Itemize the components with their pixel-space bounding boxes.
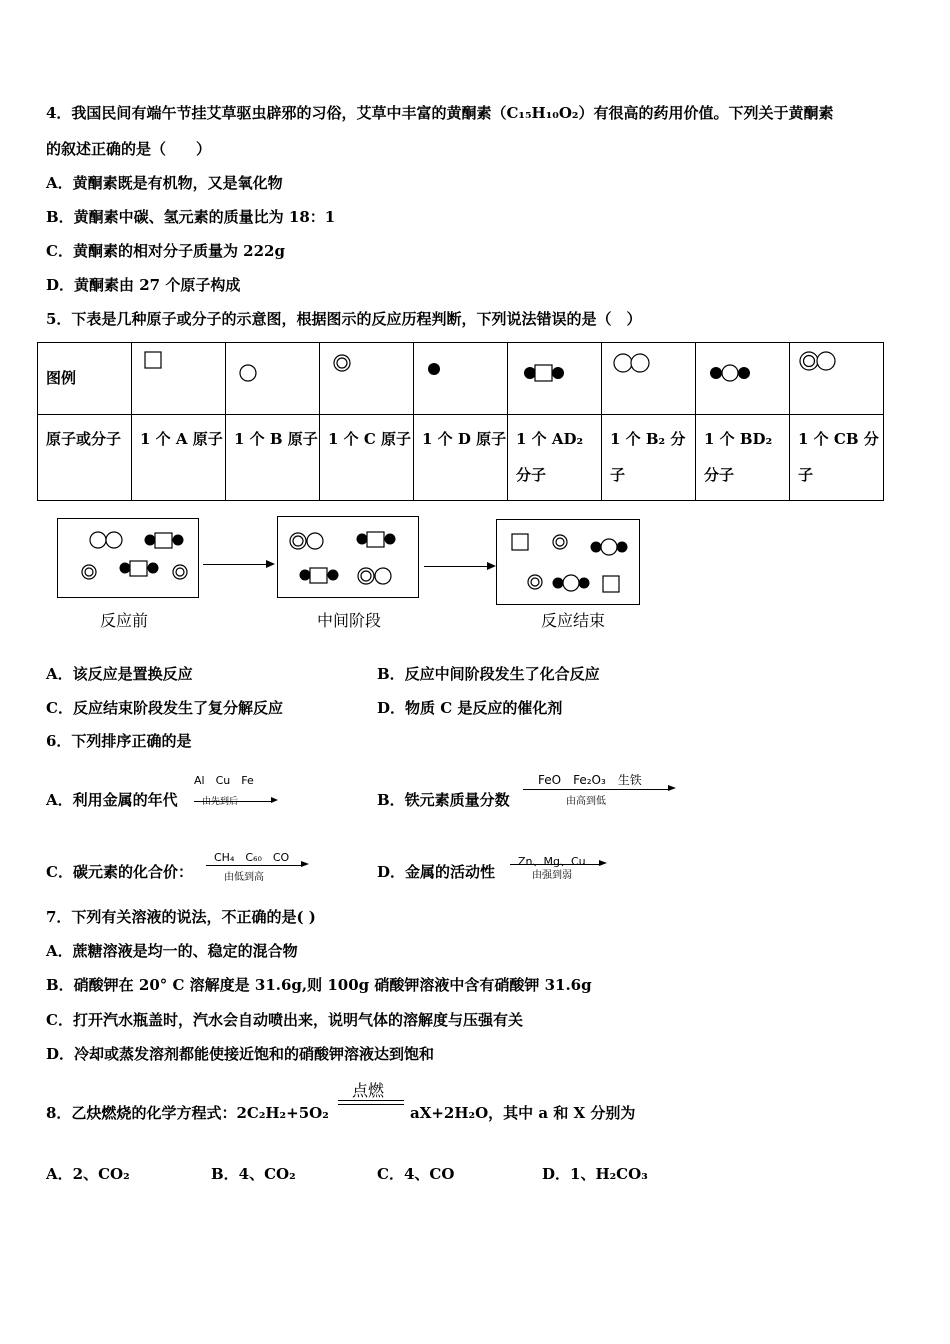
q8-option-d: D．1、H₂CO₃	[542, 1165, 648, 1183]
legend-bd2-molecule	[696, 343, 790, 415]
reaction-before-box	[57, 518, 199, 598]
q6-option-d-top: Zn、Mg、Cu	[518, 855, 586, 868]
q8-equals-line-bottom	[338, 1104, 404, 1105]
q7-option-a: A．蔗糖溶液是均一的、稳定的混合物	[46, 942, 298, 960]
q6-option-c-label: C．碳元素的化合价：	[46, 863, 193, 881]
legend-cell: 1 个 B 原子	[226, 415, 320, 501]
q7-option-c: C．打开汽水瓶盖时，汽水会自动喷出来，说明气体的溶解度与压强有关	[46, 1011, 523, 1029]
q6-option-d-label: D．金属的活动性	[377, 863, 496, 881]
q6-option-b-arrow	[523, 789, 669, 790]
q6-option-d-arrowhead	[599, 860, 607, 866]
q4-option-d: D．黄酮素由 27 个原子构成	[46, 276, 241, 294]
q6-option-a-bottom: 由先到后	[202, 797, 239, 807]
legend-d-atom	[414, 343, 508, 415]
q5-stem: 5．下表是几种原子或分子的示意图，根据图示的反应历程判断，下列说法错误的是（ ）	[46, 310, 642, 328]
legend-cb-molecule	[790, 343, 884, 415]
q6-option-c-arrow	[206, 865, 302, 866]
q4-stem-line1: 4．我国民间有端午节挂艾草驱虫辟邪的习俗，艾草中丰富的黄酮素（C₁₅H₁₀O₂）有很高的药用价值。下列关于黄酮素	[46, 104, 834, 122]
q4-option-a: A．黄酮素既是有机物，又是氧化物	[46, 174, 283, 192]
q5-option-b: B．反应中间阶段发生了化合反应	[377, 665, 600, 683]
q8-stem-left: 8．乙炔燃烧的化学方程式：2C₂H₂+5O₂	[46, 1104, 329, 1122]
q8-option-b: B．4、CO₂	[211, 1165, 296, 1183]
legend-cell: 1 个 B₂ 分子	[602, 415, 696, 501]
q6-option-c-arrowhead	[301, 861, 309, 867]
q8-equals-line-top	[338, 1100, 404, 1101]
legend-b2-molecule	[602, 343, 696, 415]
q5-option-c: C．反应结束阶段发生了复分解反应	[46, 699, 283, 717]
q8-stem-right: aX+2H₂O，其中 a 和 X 分别为	[410, 1104, 636, 1122]
legend-c-atom	[320, 343, 414, 415]
q7-option-d: D．冷却或蒸发溶剂都能使接近饱和的硝酸钾溶液达到饱和	[46, 1045, 435, 1063]
q7-option-b: B．硝酸钾在 20° C 溶解度是 31.6g,则 100g 硝酸钾溶液中含有硝酸钾 31.6g	[46, 976, 592, 994]
legend-table	[37, 342, 884, 501]
q6-stem: 6．下列排序正确的是	[46, 732, 192, 750]
legend-cell: 1 个 A 原子	[132, 415, 226, 501]
legend-row-header: 原子或分子	[38, 415, 132, 501]
q6-option-a-arrowhead	[271, 797, 278, 803]
legend-cell: 1 个 BD₂ 分子	[696, 415, 790, 501]
legend-cell: 1 个 CB 分子	[790, 415, 884, 501]
q8-condition: 点燃	[352, 1081, 385, 1100]
q4-option-c: C．黄酮素的相对分子质量为 222g	[46, 242, 285, 260]
reaction-arrowhead-2	[487, 562, 496, 570]
legend-b-atom	[226, 343, 320, 415]
reaction-arrow-1	[203, 564, 267, 565]
q6-option-c-bottom: 由低到高	[224, 872, 264, 883]
q6-option-c-top: CH₄ C₆₀ CO	[214, 851, 290, 864]
q6-option-a-label: A．利用金属的年代	[46, 791, 178, 809]
q6-option-b-arrowhead	[668, 785, 676, 791]
reaction-arrow-2	[424, 566, 488, 567]
legend-ad2-molecule	[508, 343, 602, 415]
caption-end: 反应结束	[541, 611, 606, 630]
legend-cell: 1 个 AD₂ 分子	[508, 415, 602, 501]
q5-option-a: A．该反应是置换反应	[46, 665, 193, 683]
q6-option-d-arrow	[510, 864, 600, 865]
q6-option-d-bottom: 由强到弱	[532, 870, 572, 881]
q6-option-a-top: Al Cu Fe	[194, 774, 254, 787]
q6-option-b-bottom: 由高到低	[566, 796, 606, 807]
q8-option-c: C．4、CO	[377, 1165, 455, 1183]
reaction-arrowhead-1	[266, 560, 275, 568]
q6-option-b-label: B．铁元素质量分数	[377, 791, 510, 809]
q4-stem-line2: 的叙述正确的是（ ）	[46, 140, 212, 158]
q8-option-a: A．2、CO₂	[46, 1165, 130, 1183]
q7-stem: 7．下列有关溶液的说法，不正确的是( )	[46, 908, 316, 926]
caption-before: 反应前	[100, 611, 149, 630]
q6-option-b-top: FeO Fe₂O₃ 生铁	[538, 773, 642, 787]
reaction-middle-box	[277, 516, 419, 598]
q5-option-d: D．物质 C 是反应的催化剂	[377, 699, 563, 717]
q4-option-b: B．黄酮素中碳、氢元素的质量比为 18：1	[46, 208, 336, 226]
legend-header: 图例	[38, 343, 132, 415]
caption-middle: 中间阶段	[317, 611, 382, 630]
legend-cell: 1 个 D 原子	[414, 415, 508, 501]
legend-cell: 1 个 C 原子	[320, 415, 414, 501]
legend-a-atom	[132, 343, 226, 415]
reaction-end-box	[496, 519, 640, 605]
